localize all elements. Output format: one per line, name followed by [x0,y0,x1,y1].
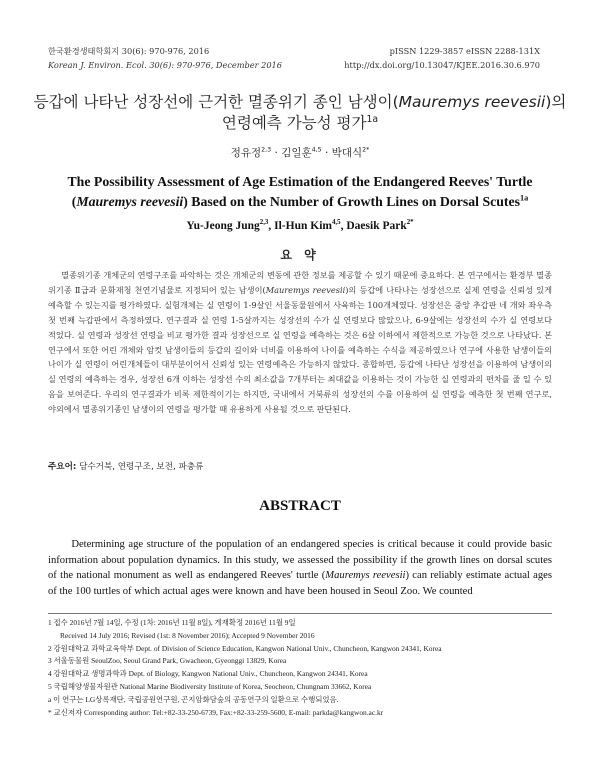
issn: pISSN 1229-3857 eISSN 2288-131X [389,46,540,56]
footnote-item: * 교신저자 Corresponding author: Tel:+82-33-250-6739, Fax:+82-33-259-5600, E-mail: parkda@kangwon.ac.kr [48,707,384,717]
journal-name-en: Korean J. Environ. Ecol. 30(6): 970-976, December 2016 [48,60,282,70]
journal-name-ko: 한국환경생태학회지 30(6): 970-976, 2016 [48,46,210,56]
keywords [48,460,203,472]
footnote-item: 2 강원대학교 과학교육학부 Dept. of Division of Science Education, Kangwon National Univ., Chuncheon, Kangwon 24341, Korea [48,643,442,653]
species-name: Mauremys reevesii [265,284,346,295]
authors-english: Yu-Jeong Jung$^{2,3}$, Il-Hun Kim$^{4,5}$, Daesik Park$^{2*}$ [186,219,414,232]
footnotes [48,617,560,719]
abstract-ko-heading: 요 약 [280,248,320,262]
title-korean: 등갑에 나타난 성장선에 근거한 멸종위기 종인 남생이(Mauremys reevesii)의 연령예측 가능성 평가$^{1a}$ [33,93,567,132]
author-name: Yu-Jeong Jung [186,220,260,232]
footnote-item: Received 14 July 2016; Revised (1st: 8 November 2016); Accepted 9 November 2016 [60,630,315,640]
title-footnote-ref[interactable]: 1a [366,113,379,125]
journal-header-left [48,44,282,72]
author-name: 정유정 [230,147,262,159]
doi-link[interactable]: http://dx.doi.org/10.13047/KJEE.2016.30.6.970 [344,60,540,70]
keywords-label: 주요어: [48,462,77,472]
footnote-divider [48,613,552,614]
author-name: Daesik Park [346,220,407,232]
authors-korean: 정유정$^{2,3}$ · 김일훈$^{4,5}$ · 박대식$^{2*}$ [230,146,370,159]
title-footnote-ref[interactable]: 1a [520,193,529,203]
species-name: Mauremys reevesii [325,570,406,582]
journal-header-right [344,44,540,72]
title-english: The Possibility Assessment of Age Estimation of the Endangered Reeves' Turtle (Mauremys reevesii) Based on the Number of Growth Lines on Dorsal Scutes$^{1a}$ [67,174,533,209]
footnote-item: 4 강원대학교 생명과학과 Dept. of Biology, Kangwon National Univ., Chuncheon, Kangwon 24341, Korea [48,669,368,679]
author-name: 김일훈 [281,147,312,159]
species-name: Mauremys reevesii [398,93,546,111]
abstract-en-heading: ABSTRACT [259,498,341,514]
footnote-item: 5 국립해양생물자원관 National Marine Biodiversity Institute of Korea, Seocheon, Chungnam 33662, Korea [48,681,372,691]
species-name: Mauremys reevesii [76,194,184,209]
keywords-text: 담수거북, 연령구조, 보전, 파충류 [76,462,204,472]
abstract-english: Determining age structure of the population of an endangered species is critical because it could provide basic information about population dynamics. In this study, we assessed the possibility if the growth lines on dorsal scutes of the national monument as well as endangered Reeves' turtle (Mauremys reevesii) can reliably estimate actual ages of the 100 turtles of which actual ages were known and have been housed in Seoul Zoo. We counted [48,539,552,598]
author-name: Il-Hun Kim [274,220,332,232]
footnote-item: 3 서울동물원 SeoulZoo, Seoul Grand Park, Gwacheon, Gyeonggi 13829, Korea [48,656,287,666]
footnote-item: a 이 연구는 LG상록재단, 국립공원연구원, 곤지암화담숲의 공동연구의 일환으로 수행되었음. [48,694,339,704]
footnote-item: 1 접수 2016년 7월 14일, 수정 (1차: 2016년 11월 8일), 게재확정 2016년 11월 9일 [48,618,296,627]
author-name: 박대식 [331,147,363,159]
abstract-korean: 멸종위기종 개체군의 연령구조를 파악하는 것은 개체군의 변동에 관한 정보를 제공할 수 있기 때문에 중요하다. 본 연구에서는 환경부 멸종위기종 Ⅱ급과 문화재청 천연기념물로 지정되어 있는 남생이(Mauremys reevesii)의 등갑에 나타나는 성장선으로 실제 연령을 신뢰성 있게 예측할 수 있는지를 평가하였다. 실험개체는 실 연령이 1-9살인 서울동물원에서 사육하는 100개체였다. 성장선은 중앙 추갑판 네 개와 좌우측 첫 번째 늑갑판에서 측정하였다. 연구결과 실 연령 1-5살까지는 성장선의 수가 실 연령보다 많았으나, 6-9살에는 성장선의 수가 실 연령보다 적었다. 실 연령과 성장선 연령을 비교 평가한 결과 성장선으로 실 연령을 예측하는 것은 6살 이하에서 제한적으로 가능한 것으로 나타났다. 본 연구에서 또한 어린 개체와 암컷 남생이들의 등갑의 길이와 너비를 이용하여 나이를 예측하는 수식을 제공하였으나 연구에 사용한 남생이들의 나이가 실 연령이 어린개체들이 대부분이어서 신뢰성 있는 연령예측은 가능하지 않았다. 종합하면, 등갑에 나타난 성장선을 이용하여 남생이의 실 연령의 예측하는 경우, 성장선 6개 이하는 성장선 수의 최소값을 7개부터는 최대값을 이용하는 것이 가능한 실 연령과의 편차를 줄 일 수 있음을 보여준다. 우리의 연구결과가 비록 제한적이기는 하지만, 국내에서 거북류의 성장선의 수를 이용하여 실 연령을 예측한 첫 번째 연구로, 야외에서 멸종위기종인 남생이의 연령을 평가할 때 유용하게 사용될 것으로 판단된다. [48,270,553,415]
